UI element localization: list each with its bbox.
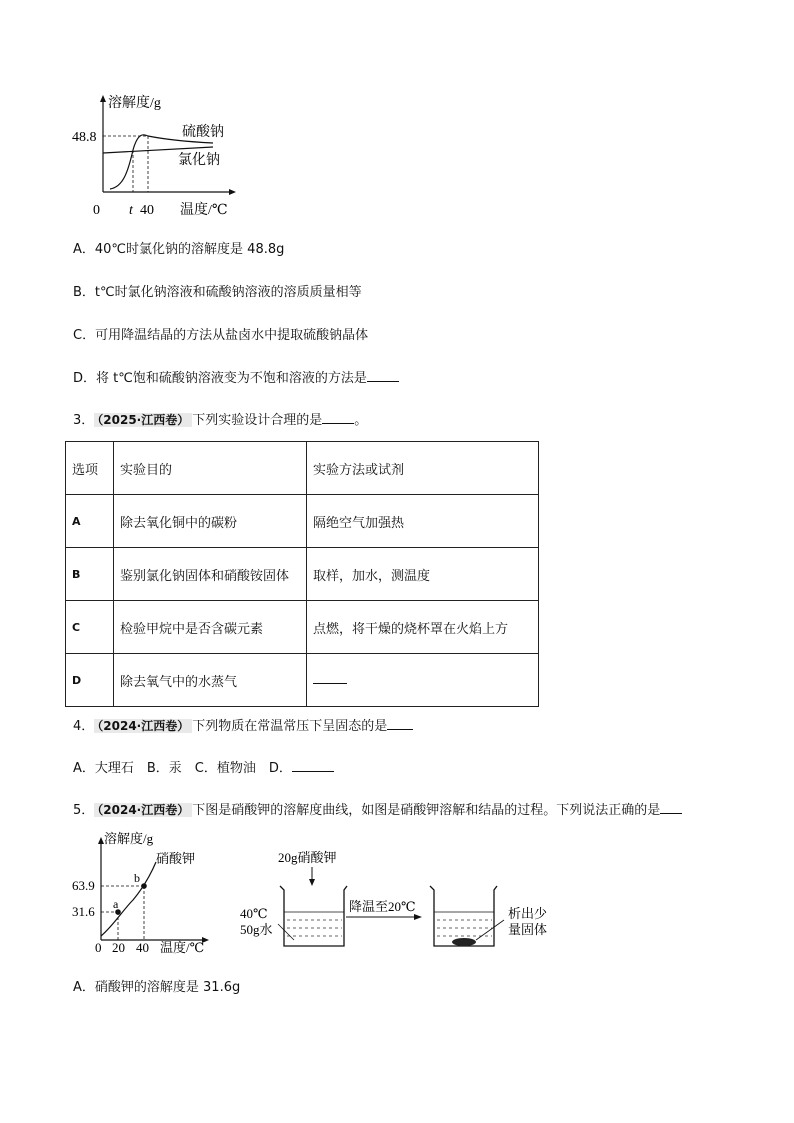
q5-stem: 5． （2024·江西卷） 下图是硝酸钾的溶解度曲线，如图是硝酸钾溶解和结晶的过程。下列说法正确的是 — [73, 799, 682, 818]
table-cell: C — [72, 620, 81, 634]
beaker-diagram — [232, 840, 562, 955]
answer-blank[interactable] — [660, 812, 682, 814]
chart2-point-b-label: b — [134, 871, 140, 885]
table-cell: A — [72, 514, 81, 528]
table-cell: 除去氧化铜中的碳粉 — [114, 495, 307, 548]
chart1-ytick: 48.8 — [72, 130, 97, 145]
table-row — [66, 601, 539, 654]
q2-option-a: A．40℃时氯化钠的溶解度是 48.8g — [73, 242, 285, 257]
table-cell: 点燃，将干燥的烧杯罩在火焰上方 — [307, 601, 539, 654]
chart1-xlabel: 温度/℃ — [180, 203, 228, 218]
table-cell: 取样，加水，测温度 — [307, 548, 539, 601]
q4-source: （2024·江西卷） — [94, 719, 192, 733]
beaker-right-label-1: 析出少 — [508, 906, 548, 921]
answer-blank[interactable] — [387, 728, 413, 730]
precipitate — [452, 938, 476, 946]
chart2-xlabel: 温度/℃ — [160, 940, 205, 955]
q2-option-c: C．可用降温结晶的方法从盐卤水中提取硫酸钠晶体 — [73, 328, 369, 343]
table-header: 实验方法或试剂 — [307, 442, 539, 495]
q3-stem: 3． （2025·江西卷） 下列实验设计合理的是 。 — [73, 413, 368, 428]
chart1-xtick-0: 0 — [93, 203, 100, 218]
chart2-xtick-0: 0 — [95, 940, 102, 955]
beaker-right-label-2: 量固体 — [508, 922, 548, 937]
q3-table — [65, 441, 539, 707]
chart1-series-label-0: 硫酸钠 — [182, 125, 224, 140]
table-row — [66, 495, 539, 548]
answer-blank[interactable] — [313, 682, 347, 684]
q2-option-b: B．t℃时氯化钠溶液和硫酸钠溶液的溶质质量相等 — [73, 285, 362, 300]
beaker-left-label-1: 40℃ — [240, 906, 268, 921]
chart1-xtick-40: 40 — [140, 203, 154, 218]
chart1-xtick-t: t — [129, 203, 133, 218]
q5-option-a: A．硝酸钾的溶解度是 31.6g — [73, 980, 241, 995]
table-cell: 检验甲烷中是否含碳元素 — [114, 601, 307, 654]
chart1-ylabel: 溶解度/g — [108, 96, 161, 111]
answer-blank[interactable] — [322, 422, 354, 424]
answer-blank[interactable] — [292, 770, 334, 772]
q4-options: A．大理石 B．汞 C．植物油 D． — [73, 757, 334, 776]
chart2-xtick-20: 20 — [112, 940, 125, 955]
solubility-chart-2 — [68, 828, 218, 958]
q2-option-d: D．将 t℃饱和硫酸钠溶液变为不饱和溶液的方法是 — [73, 367, 399, 386]
table-header-row — [66, 442, 539, 495]
table-cell: 隔绝空气加强热 — [307, 495, 539, 548]
table-row — [66, 654, 539, 707]
table-cell: 鉴别氯化钠固体和硝酸铵固体 — [114, 548, 307, 601]
table-cell: D — [72, 673, 82, 687]
q4-stem: 4． （2024·江西卷） 下列物质在常温常压下呈固态的是 — [73, 715, 413, 734]
chart2-ylabel: 溶解度/g — [104, 831, 154, 846]
chart2-ytick-63.9: 63.9 — [72, 878, 95, 893]
chart2-ytick-31.6: 31.6 — [72, 904, 95, 919]
table-cell: B — [72, 567, 81, 581]
q5-source: （2024·江西卷） — [94, 803, 192, 817]
solubility-chart-1 — [68, 92, 248, 222]
arrow-label: 降温至20℃ — [349, 899, 416, 914]
chart2-series-label: 硝酸钾 — [156, 851, 196, 866]
q3-source: （2025·江西卷） — [94, 413, 192, 427]
table-row — [66, 548, 539, 601]
table-header: 选项 — [66, 442, 114, 495]
beaker-left-label-2: 50g水 — [240, 922, 273, 937]
chart2-xtick-40: 40 — [136, 940, 149, 955]
table-cell: 除去氧气中的水蒸气 — [114, 654, 307, 707]
table-cell-blank[interactable] — [307, 654, 539, 707]
chart1-series-label-1: 氯化钠 — [178, 153, 220, 168]
chart2-point-a-label: a — [113, 897, 119, 911]
point-b — [141, 883, 147, 889]
answer-blank[interactable] — [367, 380, 399, 382]
table-header: 实验目的 — [114, 442, 307, 495]
potassium-nitrate-curve — [101, 862, 156, 936]
beaker-top-label: 20g硝酸钾 — [278, 850, 337, 865]
